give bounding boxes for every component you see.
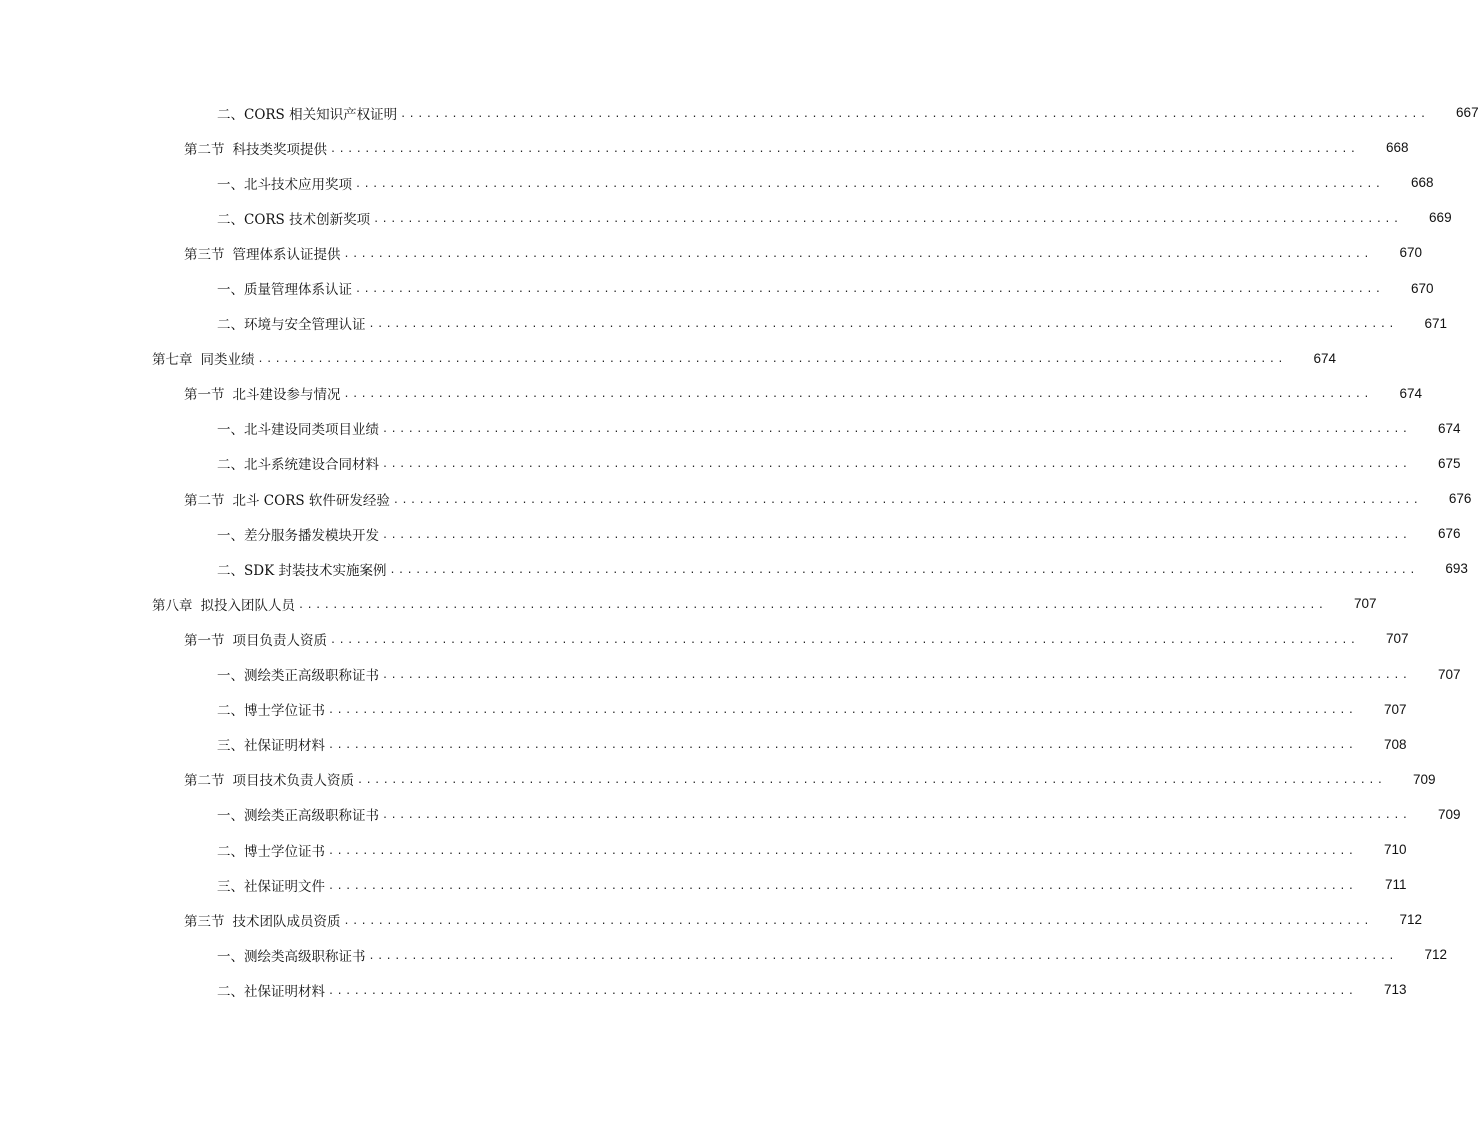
toc-entry-page-number: 668 — [1410, 175, 1434, 191]
toc-entry-page-number: 670 — [1410, 280, 1434, 296]
toc-entry-number: 第二节 — [184, 773, 225, 790]
toc-entry-title: 拟投入团队人员 — [200, 597, 295, 614]
toc-entry-page-number: 707 — [1437, 666, 1461, 682]
toc-entry[interactable] — [0, 95, 1479, 130]
toc-entry-title: 环境与安全管理认证 — [244, 317, 366, 334]
toc-entry-page-number: 674 — [1437, 420, 1461, 436]
dot-leader: ........................................................................................................................ — [328, 985, 1357, 997]
toc-entry-title: 博士学位证书 — [244, 843, 325, 860]
dot-leader: ........................................................................................................................ — [400, 108, 1429, 120]
toc-entry[interactable] — [0, 376, 1422, 411]
toc-entry-title: 测绘类高级职称证书 — [244, 948, 366, 965]
toc-entry-page-number: 711 — [1384, 877, 1407, 893]
toc-entry-title: 同类业绩 — [200, 352, 255, 369]
toc-entry-number: 二、 — [217, 562, 244, 579]
dot-leader: ........................................................................................................................ — [382, 424, 1411, 436]
toc-entry[interactable] — [0, 235, 1422, 270]
toc-entry[interactable] — [0, 270, 1434, 305]
dot-leader: ........................................................................................................................ — [392, 494, 1422, 506]
toc-entry-number: 二、 — [217, 983, 244, 1000]
toc-entry-number: 一、 — [217, 282, 244, 299]
toc-entry-number: 二、 — [217, 211, 244, 228]
toc-entry-number: 第八章 — [152, 597, 193, 614]
toc-entry-page-number: 707 — [1383, 701, 1407, 717]
toc-entry-page-number: 676 — [1437, 526, 1461, 542]
table-of-contents — [0, 95, 1479, 1007]
toc-entry[interactable] — [0, 621, 1409, 656]
toc-entry[interactable] — [0, 446, 1461, 481]
dot-leader: ........................................................................................................................ — [298, 599, 1327, 611]
toc-entry-title: 北斗建设同类项目业绩 — [244, 422, 379, 439]
toc-entry-page-number: 671 — [1424, 315, 1447, 331]
toc-entry[interactable] — [0, 937, 1447, 972]
toc-entry-number: 一、 — [217, 176, 244, 193]
toc-entry[interactable] — [0, 306, 1447, 341]
toc-entry[interactable] — [0, 586, 1377, 621]
toc-entry[interactable] — [0, 832, 1407, 867]
toc-entry[interactable] — [0, 200, 1452, 235]
toc-entry-number: 一、 — [217, 527, 244, 544]
toc-entry[interactable] — [0, 727, 1407, 762]
dot-leader: ........................................................................................................................ — [382, 459, 1411, 471]
toc-entry-number: 一、 — [217, 808, 244, 825]
dot-leader: ........................................................................................................................ — [343, 389, 1372, 401]
toc-entry-title: 项目负责人资质 — [232, 632, 327, 649]
toc-entry[interactable] — [0, 797, 1461, 832]
toc-entry-title: CORS 相关知识产权证明 — [244, 106, 398, 123]
toc-entry-title: 差分服务播发模块开发 — [244, 527, 379, 544]
toc-entry-page-number: 713 — [1383, 982, 1407, 998]
toc-entry-number: 二、 — [217, 106, 244, 123]
dot-leader: ........................................................................................................................ — [343, 248, 1372, 260]
toc-entry[interactable] — [0, 411, 1461, 446]
toc-entry-page-number: 669 — [1429, 210, 1452, 226]
dot-leader: ........................................................................................................................ — [382, 529, 1411, 541]
toc-entry[interactable] — [0, 692, 1407, 727]
toc-entry[interactable] — [0, 902, 1422, 937]
dot-leader: ........................................................................................................................ — [328, 880, 1357, 892]
toc-entry[interactable] — [0, 867, 1407, 902]
toc-entry-number: 二、 — [217, 317, 244, 334]
toc-entry[interactable] — [0, 551, 1468, 586]
dot-leader: ........................................................................................................................ — [373, 213, 1402, 225]
toc-entry-title: 社保证明材料 — [244, 738, 325, 755]
dot-leader: ........................................................................................................................ — [357, 775, 1386, 787]
toc-entry-page-number: 674 — [1399, 385, 1422, 401]
toc-entry-number: 第七章 — [152, 352, 193, 369]
dot-leader: ........................................................................................................................ — [330, 634, 1359, 646]
toc-entry-title: SDK 封装技术实施案例 — [244, 562, 387, 579]
toc-entry-number: 第一节 — [184, 387, 225, 404]
dot-leader: ........................................................................................................................ — [355, 178, 1384, 190]
dot-leader: ........................................................................................................................ — [382, 670, 1411, 682]
dot-leader: ........................................................................................................................ — [328, 740, 1357, 752]
toc-entry-page-number: 674 — [1313, 350, 1336, 366]
toc-entry-number: 二、 — [217, 703, 244, 720]
toc-entry-page-number: 708 — [1383, 736, 1407, 752]
toc-entry-page-number: 709 — [1412, 771, 1436, 787]
toc-entry[interactable] — [0, 165, 1434, 200]
toc-entry-title: 北斗技术应用奖项 — [244, 176, 352, 193]
dot-leader: ........................................................................................................................ — [368, 950, 1397, 962]
toc-entry-title: 项目技术负责人资质 — [232, 773, 354, 790]
dot-leader: ........................................................................................................................ — [343, 915, 1372, 927]
toc-entry-number: 第三节 — [184, 246, 225, 263]
toc-entry[interactable] — [0, 972, 1407, 1007]
toc-entry-number: 三、 — [217, 878, 244, 895]
toc-entry-title: 社保证明材料 — [244, 983, 325, 1000]
toc-entry-title: 测绘类正高级职称证书 — [244, 808, 379, 825]
toc-entry-title: 博士学位证书 — [244, 703, 325, 720]
toc-entry[interactable] — [0, 341, 1336, 376]
toc-entry-title: 北斗系统建设合同材料 — [244, 457, 379, 474]
toc-entry-number: 一、 — [217, 668, 244, 685]
toc-entry[interactable] — [0, 516, 1461, 551]
toc-entry-page-number: 712 — [1399, 912, 1422, 928]
dot-leader: ........................................................................................................................ — [328, 705, 1357, 717]
toc-entry-number: 三、 — [217, 738, 244, 755]
toc-entry-number: 一、 — [217, 948, 244, 965]
dot-leader: ........................................................................................................................ — [257, 354, 1286, 366]
toc-entry-page-number: 668 — [1385, 140, 1409, 156]
toc-entry-page-number: 670 — [1399, 245, 1422, 261]
toc-entry-number: 第二节 — [184, 141, 225, 158]
toc-entry-number: 二、 — [217, 457, 244, 474]
toc-entry-title: 社保证明文件 — [244, 878, 325, 895]
toc-entry-page-number: 709 — [1437, 806, 1461, 822]
toc-entry-page-number: 707 — [1353, 596, 1377, 612]
dot-leader: ........................................................................................................................ — [389, 564, 1418, 576]
toc-entry-number: 第一节 — [184, 632, 225, 649]
dot-leader: ........................................................................................................................ — [330, 143, 1359, 155]
toc-entry-page-number: 667 — [1456, 105, 1479, 121]
toc-entry-number: 二、 — [217, 843, 244, 860]
dot-leader: ........................................................................................................................ — [368, 319, 1397, 331]
toc-entry-title: 北斗 CORS 软件研发经验 — [232, 492, 390, 509]
toc-entry-page-number: 710 — [1383, 842, 1407, 858]
toc-entry[interactable] — [0, 762, 1436, 797]
toc-entry-number: 第三节 — [184, 913, 225, 930]
toc-entry-title: 测绘类正高级职称证书 — [244, 668, 379, 685]
toc-entry-page-number: 712 — [1424, 947, 1447, 963]
toc-entry-page-number: 693 — [1445, 561, 1468, 577]
toc-entry-title: CORS 技术创新奖项 — [244, 211, 371, 228]
toc-entry-title: 北斗建设参与情况 — [232, 387, 341, 404]
toc-entry-page-number: 675 — [1437, 455, 1461, 471]
toc-entry[interactable] — [0, 481, 1472, 516]
toc-entry-title: 技术团队成员资质 — [232, 913, 341, 930]
toc-entry-title: 质量管理体系认证 — [244, 282, 352, 299]
dot-leader: ........................................................................................................................ — [355, 284, 1384, 296]
toc-entry[interactable] — [0, 130, 1409, 165]
toc-entry-number: 一、 — [217, 422, 244, 439]
toc-entry[interactable] — [0, 657, 1461, 692]
toc-entry-title: 管理体系认证提供 — [232, 246, 341, 263]
dot-leader: ........................................................................................................................ — [382, 810, 1411, 822]
toc-entry-page-number: 676 — [1448, 491, 1472, 507]
toc-entry-title: 科技类奖项提供 — [232, 141, 327, 158]
dot-leader: ........................................................................................................................ — [328, 845, 1357, 857]
toc-entry-number: 第二节 — [184, 492, 225, 509]
toc-entry-page-number: 707 — [1385, 631, 1409, 647]
